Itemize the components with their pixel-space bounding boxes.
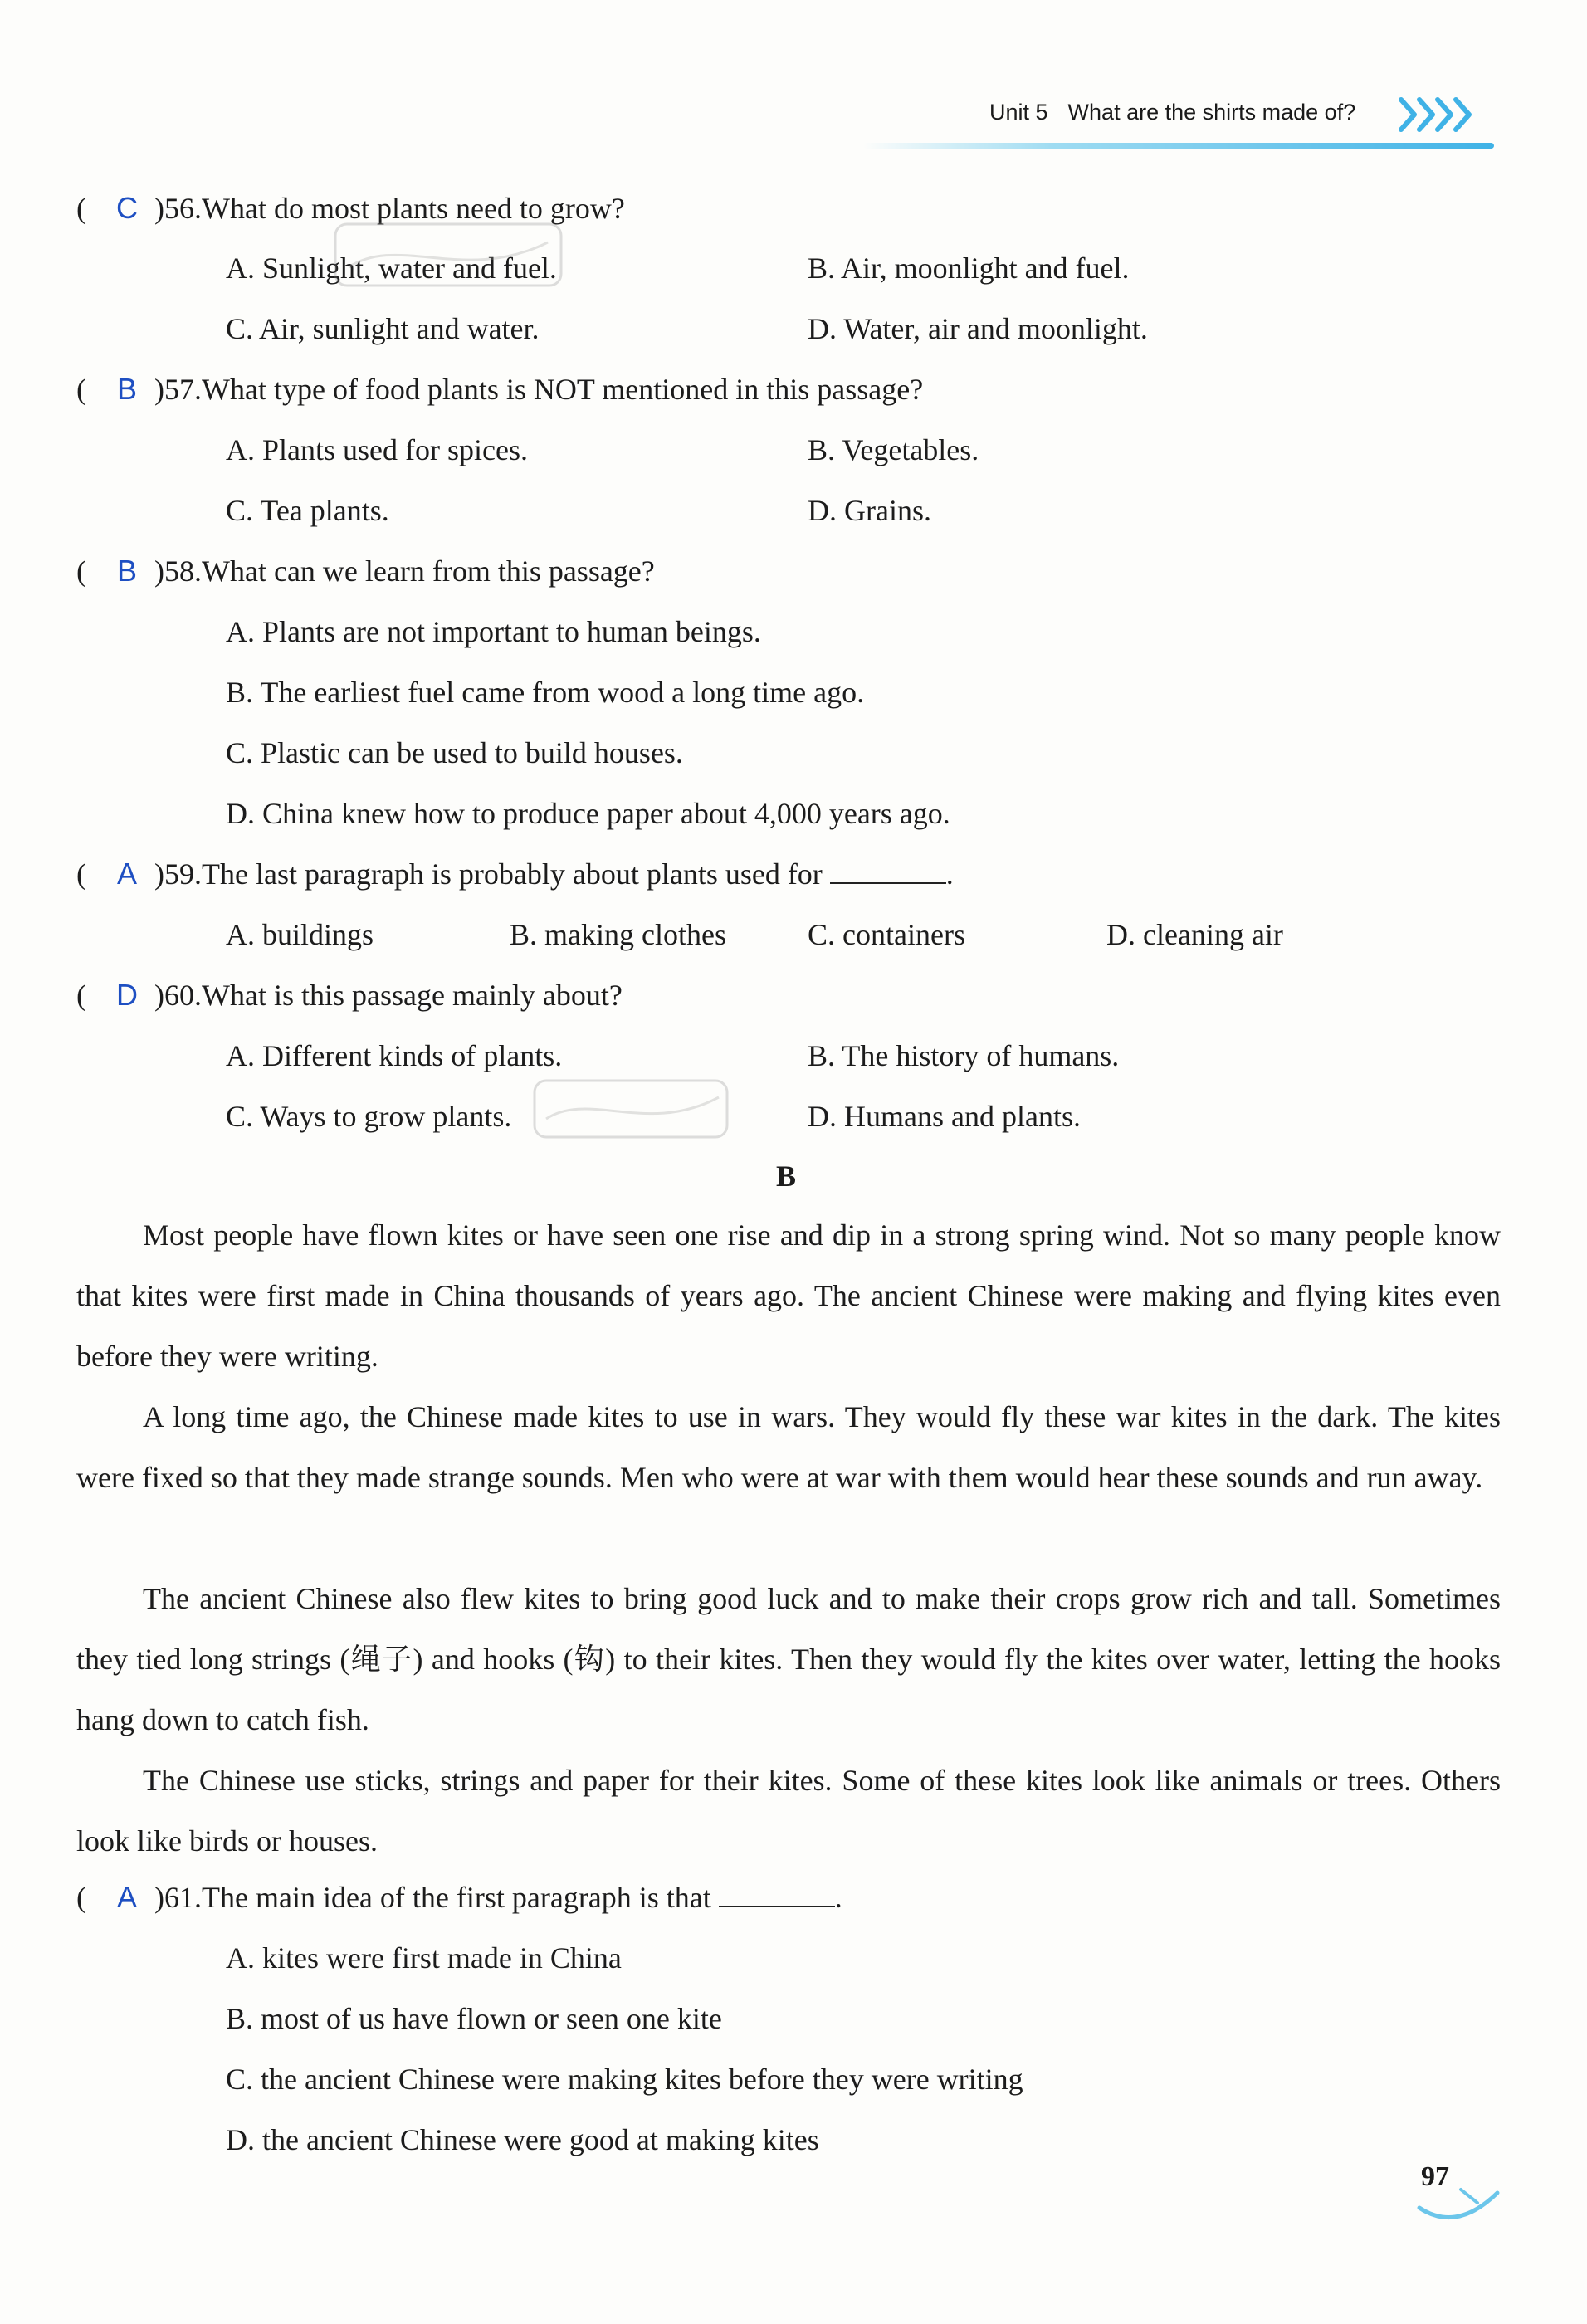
question-59: ( A )59.The last paragraph is probably about plants used for . — [76, 857, 954, 891]
passage-paragraph-4: The Chinese use sticks, strings and paper for their kites. Some of these kites look like animals or trees. Others look like birds or houses. — [76, 1764, 1501, 1858]
option-58-c: C. Plastic can be used to build houses. — [226, 736, 683, 769]
question-text: What can we learn from this passage? — [202, 554, 655, 588]
option-58-a: A. Plants are not important to human beings. — [226, 615, 761, 648]
question-text: The main idea of the first paragraph is that — [202, 1881, 711, 1914]
answer-59: A — [116, 857, 137, 891]
question-61: ( A )61.The main idea of the first paragraph is that . — [76, 1880, 842, 1914]
question-text: What do most plants need to grow? — [202, 192, 625, 225]
option-56-d: D. Water, air and moonlight. — [808, 312, 1148, 345]
answer-blank — [719, 1884, 835, 1907]
option-58-d: D. China knew how to produce paper about 4,000 years ago. — [226, 797, 950, 830]
option-59-d: D. cleaning air — [1106, 918, 1283, 951]
option-61-c: C. the ancient Chinese were making kites before they were writing — [226, 2063, 1023, 2096]
question-56: ( C )56.What do most plants need to grow? — [76, 191, 625, 225]
question-60: ( D )60.What is this passage mainly about? — [76, 978, 623, 1012]
option-61-b: B. most of us have flown or seen one kite — [226, 2002, 722, 2035]
option-58-b: B. The earliest fuel came from wood a long time ago. — [226, 676, 865, 709]
passage-paragraph-3: The ancient Chinese also flew kites to bring good luck and to make their crops grow rich and tall. Sometimes they tied long strings (绳子) and hooks (钩) to their kites. Then they would fly the kites over water, letting the hooks hang down to catch fish. — [76, 1582, 1501, 1736]
question-text: What is this passage mainly about? — [202, 979, 623, 1012]
watermark-logo-icon — [531, 1076, 730, 1142]
header-divider — [863, 143, 1494, 149]
option-56-c: C. Air, sunlight and water. — [226, 312, 540, 345]
question-57: ( B )57.What type of food plants is NOT mentioned in this passage? — [76, 372, 924, 406]
answer-60: D — [116, 978, 138, 1012]
option-57-b: B. Vegetables. — [808, 433, 979, 466]
answer-58: B — [116, 554, 137, 588]
answer-57: B — [116, 372, 137, 406]
section-heading: B — [776, 1160, 797, 1193]
page-number: 97 — [1421, 2161, 1449, 2192]
option-57-c: C. Tea plants. — [226, 494, 389, 527]
passage-paragraph-2: A long time ago, the Chinese made kites to use in wars. They would fly these war kites in the dark. The kites were fixed so that they made strange sounds. Men who were at war with them would hear these sounds and run away. — [76, 1400, 1501, 1494]
option-61-a: A. kites were first made in China — [226, 1941, 622, 1975]
header-unit: Unit 5 — [989, 100, 1048, 124]
answer-blank — [830, 861, 946, 884]
option-61-d: D. the ancient Chinese were good at making kites — [226, 2123, 819, 2156]
option-57-a: A. Plants used for spices. — [226, 433, 528, 466]
chevrons-icon — [1394, 90, 1494, 139]
question-text: What type of food plants is NOT mentioned in this passage? — [202, 373, 924, 406]
option-59-c: C. containers — [808, 918, 965, 951]
option-60-b: B. The history of humans. — [808, 1039, 1120, 1072]
option-57-d: D. Grains. — [808, 494, 931, 527]
passage-paragraph-1: Most people have flown kites or have seen one rise and dip in a strong spring wind. Not so many people know that kites were first made in China thousands of years ago. The ancient Chinese were making and flying kites even before they were writing. — [76, 1218, 1501, 1373]
watermark-logo-icon — [332, 217, 564, 292]
option-59-b: B. making clothes — [510, 918, 726, 951]
question-58: ( B )58.What can we learn from this passage? — [76, 554, 655, 588]
option-60-a: A. Different kinds of plants. — [226, 1039, 563, 1072]
header-title — [989, 100, 1355, 125]
option-60-d: D. Humans and plants. — [808, 1100, 1081, 1133]
question-text: The last paragraph is probably about plants used for — [202, 857, 823, 891]
answer-56: C — [116, 191, 138, 225]
option-56-b: B. Air, moonlight and fuel. — [808, 251, 1130, 285]
option-59-a: A. buildings — [226, 918, 374, 951]
page-header — [863, 88, 1494, 163]
option-60-c: C. Ways to grow plants. — [226, 1100, 512, 1133]
header-unit-title: What are the shirts made of? — [1067, 100, 1356, 124]
option-56-a: A. Sunlight, water and fuel. — [226, 251, 557, 285]
answer-61: A — [116, 1880, 137, 1914]
